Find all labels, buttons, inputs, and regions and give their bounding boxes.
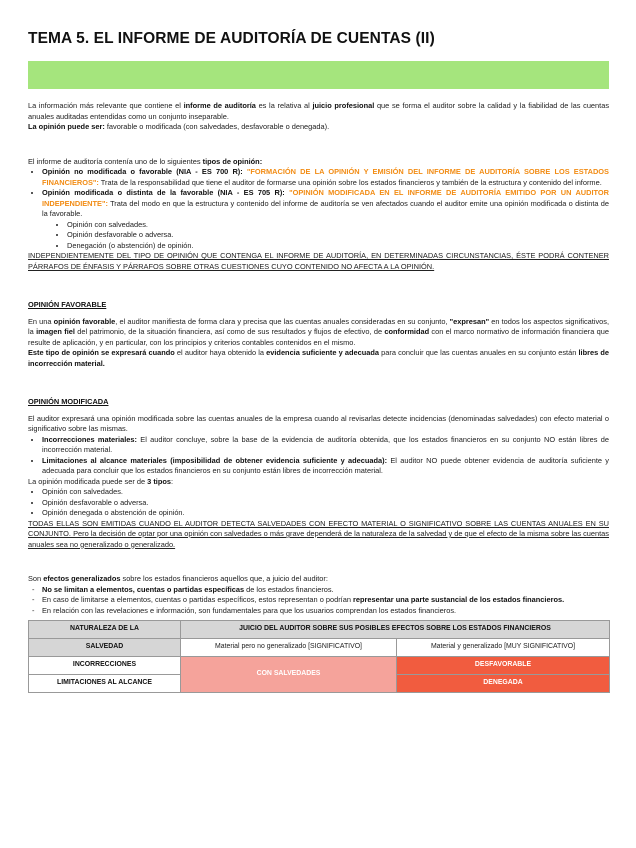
list-item-favorable: • Opinión no modificada o favorable (NIA - ES 700 R): "FORMACIÓN DE LA OPINIÓN Y EMISIÓN DEL INFORME DE AUDITORÍA SOBRE LOS ESTADOS FINANCIEROS": Trata de la responsabilidad que tiene el auditor de formarse una opinión sobre los estados financieros y también de la estructura y contenido del informe. [42, 167, 609, 188]
favorable-paragraph: En una opinión favorable, el auditor manifiesta de forma clara y precisa que las cuentas anuales consideradas en su conjunto, "expresan" en todos los aspectos significativos, la imagen fiel del patrimonio, de la situación financiera, así como de sus resultados y flujos de efectivo, de conformidad con el marco normativo de información financiera que resulte de aplicación, y en particular, con los principios y criterios contables contenidos en el mismo. [28, 316, 610, 347]
list-item: • Opinión con salvedades. [42, 487, 609, 498]
list-item: • Opinión denegada o abstención de opinión. [42, 508, 609, 519]
list-item-limitations: • Limitaciones al alcance materiales (imposibilidad de obtener evidencia suficiente y adecuada): El auditor NO puede obtener evidencia de auditoría suficiente y adecuada para concluir que los estados financieros en su conjunto están libres de incorrección material. [42, 456, 609, 477]
modified-types-list [28, 487, 609, 519]
favorable-condition-paragraph: Este tipo de opinión se expresará cuando el auditor haya obtenido la evidencia suficiente y adecuada para concluir que las cuentas anuales en su conjunto están libres de incorrección material. [28, 348, 609, 368]
list-item: • Opinión desfavorable o adversa. [67, 230, 609, 241]
judgement-header: JUICIO DEL AUDITOR SOBRE SUS POSIBLES EFECTOS SOBRE LOS ESTADOS FINANCIEROS [181, 621, 610, 639]
row-label-incorrections: INCORRECCIONES [29, 657, 181, 675]
significant-header: Material pero no generalizado [SIGNIFICATIVO] [181, 639, 397, 657]
list-item: • Denegación (o abstención) de opinión. [67, 241, 609, 252]
list-item: • Opinión con salvedades. [67, 220, 609, 231]
opinion-types-lead: El informe de auditoría contenía uno de lo siguientes tipos de opinión: [28, 156, 263, 166]
very-significant-header: Material y generalizado [MUY SIGNIFICATIVO] [397, 639, 610, 657]
cell-adverse-opinion: DESFAVORABLE [397, 657, 610, 675]
effects-lead: Son efectos generalizados sobre los estados financieros aquellos que, a juicio del auditor: [28, 574, 328, 583]
modified-note: TODAS ELLAS SON EMITIDAS CUANDO EL AUDITOR DETECTA SALVEDADES CON EFECTO MATERIAL O SIGNIFICATIVO SOBRE LAS CUENTAS ANUALES EN SU CONJUNTO. Pero la decisión de optar por una opinión con salvedades o más grave dependerá de la naturaleza de la salvedad y de que el efecto de la misma sobre las cuentas anuales sea no generalizado o generalizado. [28, 518, 609, 549]
list-item-modified: • Opinión modificada o distinta de la favorable (NIA - ES 705 R): "OPINIÓN MODIFICADA EN EL INFORME DE AUDITORÍA EMITIDO POR UN AUDITOR INDEPENDIENTE": Trata del modo en que la estructura y contenido del informe de auditoría se ven afectados cuando el auditor emite una opinión modificada o distinta de la favorable. • Opinión con salvedades. • Opinión desfavorable o adversa. • Denegación (o abstención) de opinión. [42, 188, 609, 251]
opinion-types-list [28, 167, 609, 251]
page-title: TEMA 5. EL INFORME DE AUDITORÍA DE CUENTAS (II) [28, 30, 435, 47]
document-body [28, 101, 609, 693]
list-item: - En relación con las revelaciones e información, son fundamentales para que los usuarios comprendan los estados financieros. [42, 606, 609, 617]
list-item: - No se limitan a elementos, cuentas o partidas específicas de los estados financieros. [42, 585, 609, 596]
cell-disclaimer-opinion: DENEGADA [397, 675, 610, 693]
nature-header-cont: SALVEDAD [29, 639, 181, 657]
opinion-kinds-line: La opinión puede ser: favorable o modificada (con salvedades, desfavorable o denegada). [28, 122, 330, 131]
section-heading-modified: OPINIÓN MODIFICADA [28, 397, 109, 406]
nature-header: NATURALEZA DE LA [29, 621, 181, 639]
list-item-incorrections: • Incorrecciones materiales: El auditor concluye, sobre la base de la evidencia de auditoría obtenida, que los estados financieros en su conjunto NO están libres de incorrección material. [42, 435, 609, 456]
list-item: • Opinión desfavorable o adversa. [42, 498, 609, 509]
modified-subtypes-list [42, 220, 609, 252]
modified-causes-list [28, 435, 609, 477]
modified-types-lead: La opinión modificada puede ser de 3 tipos: [28, 476, 174, 486]
effects-list [28, 585, 609, 617]
modified-intro: El auditor expresará una opinión modificada sobre las cuentas anuales de la empresa cuando al revisarlas detecte incidencias (denominadas salvedades) con efecto material o significativo sobre las mismas. [28, 413, 609, 433]
cell-qualified-opinion: CON SALVEDADES [181, 657, 397, 693]
row-label-limitations: LIMITACIONES AL ALCANCE [29, 675, 181, 693]
title-highlight-bar [28, 61, 609, 89]
list-item: - En caso de limitarse a elementos, cuentas o partidas específicos, estos representan o podrían representar una parte sustancial de los estados financieros. [42, 595, 609, 606]
opinion-matrix-table [28, 620, 610, 693]
section-heading-favorable: OPINIÓN FAVORABLE [28, 300, 107, 309]
intro-paragraph: La información más relevante que contiene el informe de auditoría es la relativa al juicio profesional que se forma el auditor sobre la calidad y la fiabilidad de las cuentas anuales auditadas entendidas como un conjunto inseparable. [28, 101, 610, 121]
emphasis-note: INDEPENDIENTEMENTE DEL TIPO DE OPINIÓN QUE CONTENGA EL INFORME DE AUDITORÍA, EN DETERMINADAS CIRCUNSTANCIAS, ÉSTE PODRÁ CONTENER PÁRRAFOS DE ÉNFASIS Y PÁRRAFOS SOBRE OTRAS CUESTIONES CUYO CONTENIDO NO AFECTA A LA OPINIÓN. [28, 251, 609, 271]
